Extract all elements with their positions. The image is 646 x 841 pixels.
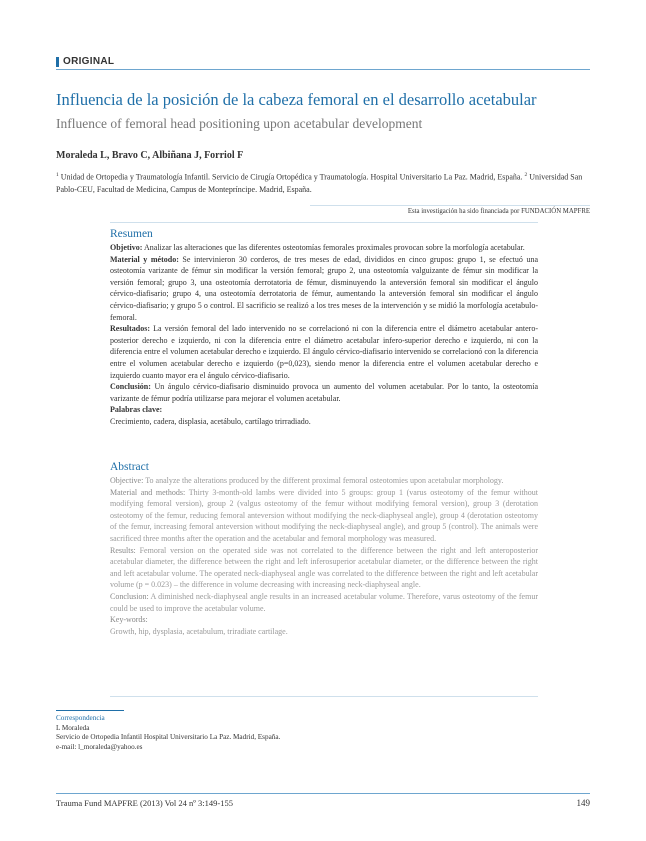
conclusion-label-en: Conclusion: (110, 591, 149, 601)
resumen-objetivo (110, 242, 538, 254)
conclusion-text-en: A diminished neck-diaphyseal angle results in an increased acetabular volume. Therefore, varus osteotomy of the femur could be used to improve the acetabular volume. (110, 591, 538, 613)
header-divider (56, 69, 590, 70)
affiliation-2: Universidad San Pablo-CEU, Facultad de Medicina, Campus de Montepríncipe. Madrid, España. (56, 172, 583, 194)
objective-text: To analyze the alterations produced by the different proximal femoral osteotomies upon acetabular morphology. (145, 476, 504, 485)
abstract-objective (110, 475, 538, 487)
key-words-label: Key-words: (110, 615, 148, 625)
correspondence-heading: Correspondencia (56, 714, 105, 722)
affiliation-marker-2: 2 (524, 172, 528, 178)
methods-label: Material and methods: (110, 487, 186, 497)
journal-citation: Trauma Fund MAPFRE (2013) Vol 24 nº 3:149-155 (56, 798, 233, 808)
funding-divider (310, 205, 590, 206)
section-tag (56, 56, 114, 67)
resumen-section (110, 228, 538, 428)
abstract-top-divider (110, 222, 538, 223)
affiliation-1: Unidad de Ortopedia y Traumatología Infantil. Servicio de Cirugía Ortopédica y Traumatología. Hospital Universitario La Paz. Madrid, España. (60, 172, 523, 182)
methods-text: Thirty 3-month-old lambs were divided into 5 groups: group 1 (varus osteotomy of the femur without modifying femoral version), group 2 (valgus osteotomy of the femur without modifying femoral version), group 3 (derotation osteotomy of the femur, reducing femoral anteversion without modifying the neck-diaphyseal angle), group 4 (derotation osteotomy of the femur, increasing femoral anteversion without modifying the neck-diaphyseal angle), and group 5 (control). The animals were sacrificed three months after the operation and the acetabular and femoral morphology was measured. (110, 487, 539, 543)
results-text: Femoral version on the operated side was not correlated to the difference between the right and left anteroposterior acetabular diameter, the difference between the right and left inferosuperior acetabular diameter, or the difference between the right and left acetabular volume. The operated neck-diaphyseal angle was correlated to the difference between the right and left acetabular volume (p = 0.023) – the difference in volume decreasing with increasing neck-diaphyseal angle. (110, 545, 539, 590)
conclusion-text: Un ángulo cérvico-diafisario disminuido provoca un aumento del volumen acetabular. Por lo tanto, la osteotomía varizante de fémur podría utilizarse para mejorar el volumen acetabular. (110, 382, 538, 403)
resumen-keywords-list: Crecimiento, cadera, displasia, acetábulo, cartílago trirradiado. (110, 416, 311, 426)
abstract-heading: Abstract (110, 461, 149, 473)
resumen-resultados (110, 323, 538, 381)
abstract-conclusion (110, 591, 538, 614)
correspondence-name: L Moraleda (56, 723, 90, 732)
correspondence-email: e-mail: l_moraleda@yahoo.es (56, 742, 143, 751)
conclusion-label: Conclusión: (110, 382, 151, 392)
abstract-bottom-divider (110, 696, 538, 697)
resumen-material (110, 254, 538, 324)
resumen-keywords (110, 404, 538, 416)
abstract-methods (110, 487, 538, 545)
material-text: Se intervinieron 30 corderos, de tres meses de edad, divididos en cinco grupos: grupo 1, se efectuó una osteotomía varizante de fémur sin modificar la versión femoral; grupo 2, una osteotomía valguizante de fémur sin modificar la versión femoral; grupo 3, una osteotomía derrotatoria de fémur, disminuyendo la anteversión femoral sin modificar el ángulo cérvico-diafisario; grupo 4, una osteotomía derrotatoria de fémur, aumentando la anteversión femoral sin modificar el ángulo cérvico-diafisario; y grupo 5 o control. El sacrificio se realizó a los tres meses de la intervención y se midió la morfología acetabulo-femoral. (110, 254, 539, 322)
material-label: Material y método: (110, 254, 179, 264)
affiliations (56, 169, 586, 196)
resultados-text: La versión femoral del lado intervenido no se correlacionó ni con la diferencia entre el diámetro acetabular antero-posterior derecho e izquierdo, ni con la diferencia entre el diámetro acetabular infero-superior derecho e izquierdo, ni con la diferencia entre el volumen acetabular derecho e izquierdo. El ángulo cérvico-diafisario intervenido se correlacionó con la diferencia entre el volumen acetabular derecho e izquierdo (p=0,023), siendo menor la diferencia entre el volumen acetabular derecho e izquierdo cuanto mayor era el ángulo cérvico-diafisario. (110, 324, 539, 380)
palabras-clave-label: Palabras clave: (110, 405, 163, 415)
section-marker (56, 57, 59, 67)
results-label: Results: (110, 545, 136, 555)
article-title-spanish: Influencia de la posición de la cabeza femoral en el desarrollo acetabular (56, 90, 537, 109)
resumen-heading: Resumen (110, 228, 153, 240)
affiliation-marker-1: 1 (56, 172, 59, 178)
author-list: Moraleda L, Bravo C, Albiñana J, Forriol F (56, 150, 244, 161)
objetivo-text: Analizar las alteraciones que las diferentes osteotomías femorales proximales provocan sobre la morfología acetabular. (144, 243, 525, 252)
abstract-keywords (110, 614, 538, 626)
abstract-results (110, 545, 538, 591)
footer-divider (56, 793, 590, 794)
article-title-english: Influence of femoral head positioning upon acetabular development (56, 116, 423, 131)
objective-label: Objective: (110, 476, 144, 485)
resultados-label: Resultados: (110, 324, 151, 334)
abstract-section (110, 461, 538, 637)
page-number: 149 (576, 798, 590, 808)
correspondence (56, 714, 280, 752)
objetivo-label: Objetivo: (110, 243, 143, 252)
section-label: ORIGINAL (63, 56, 115, 67)
correspondence-divider (56, 710, 124, 711)
correspondence-address: Servicio de Ortopedia Infantil Hospital Universitario La Paz. Madrid, España. (56, 733, 281, 742)
abstract-keywords-list: Growth, hip, dysplasia, acetabulum, triradiate cartilage. (110, 626, 288, 636)
funding-note: Esta investigación ha sido financiada por FUNDACIÓN MAPFRE (407, 208, 590, 215)
resumen-conclusion (110, 381, 538, 404)
